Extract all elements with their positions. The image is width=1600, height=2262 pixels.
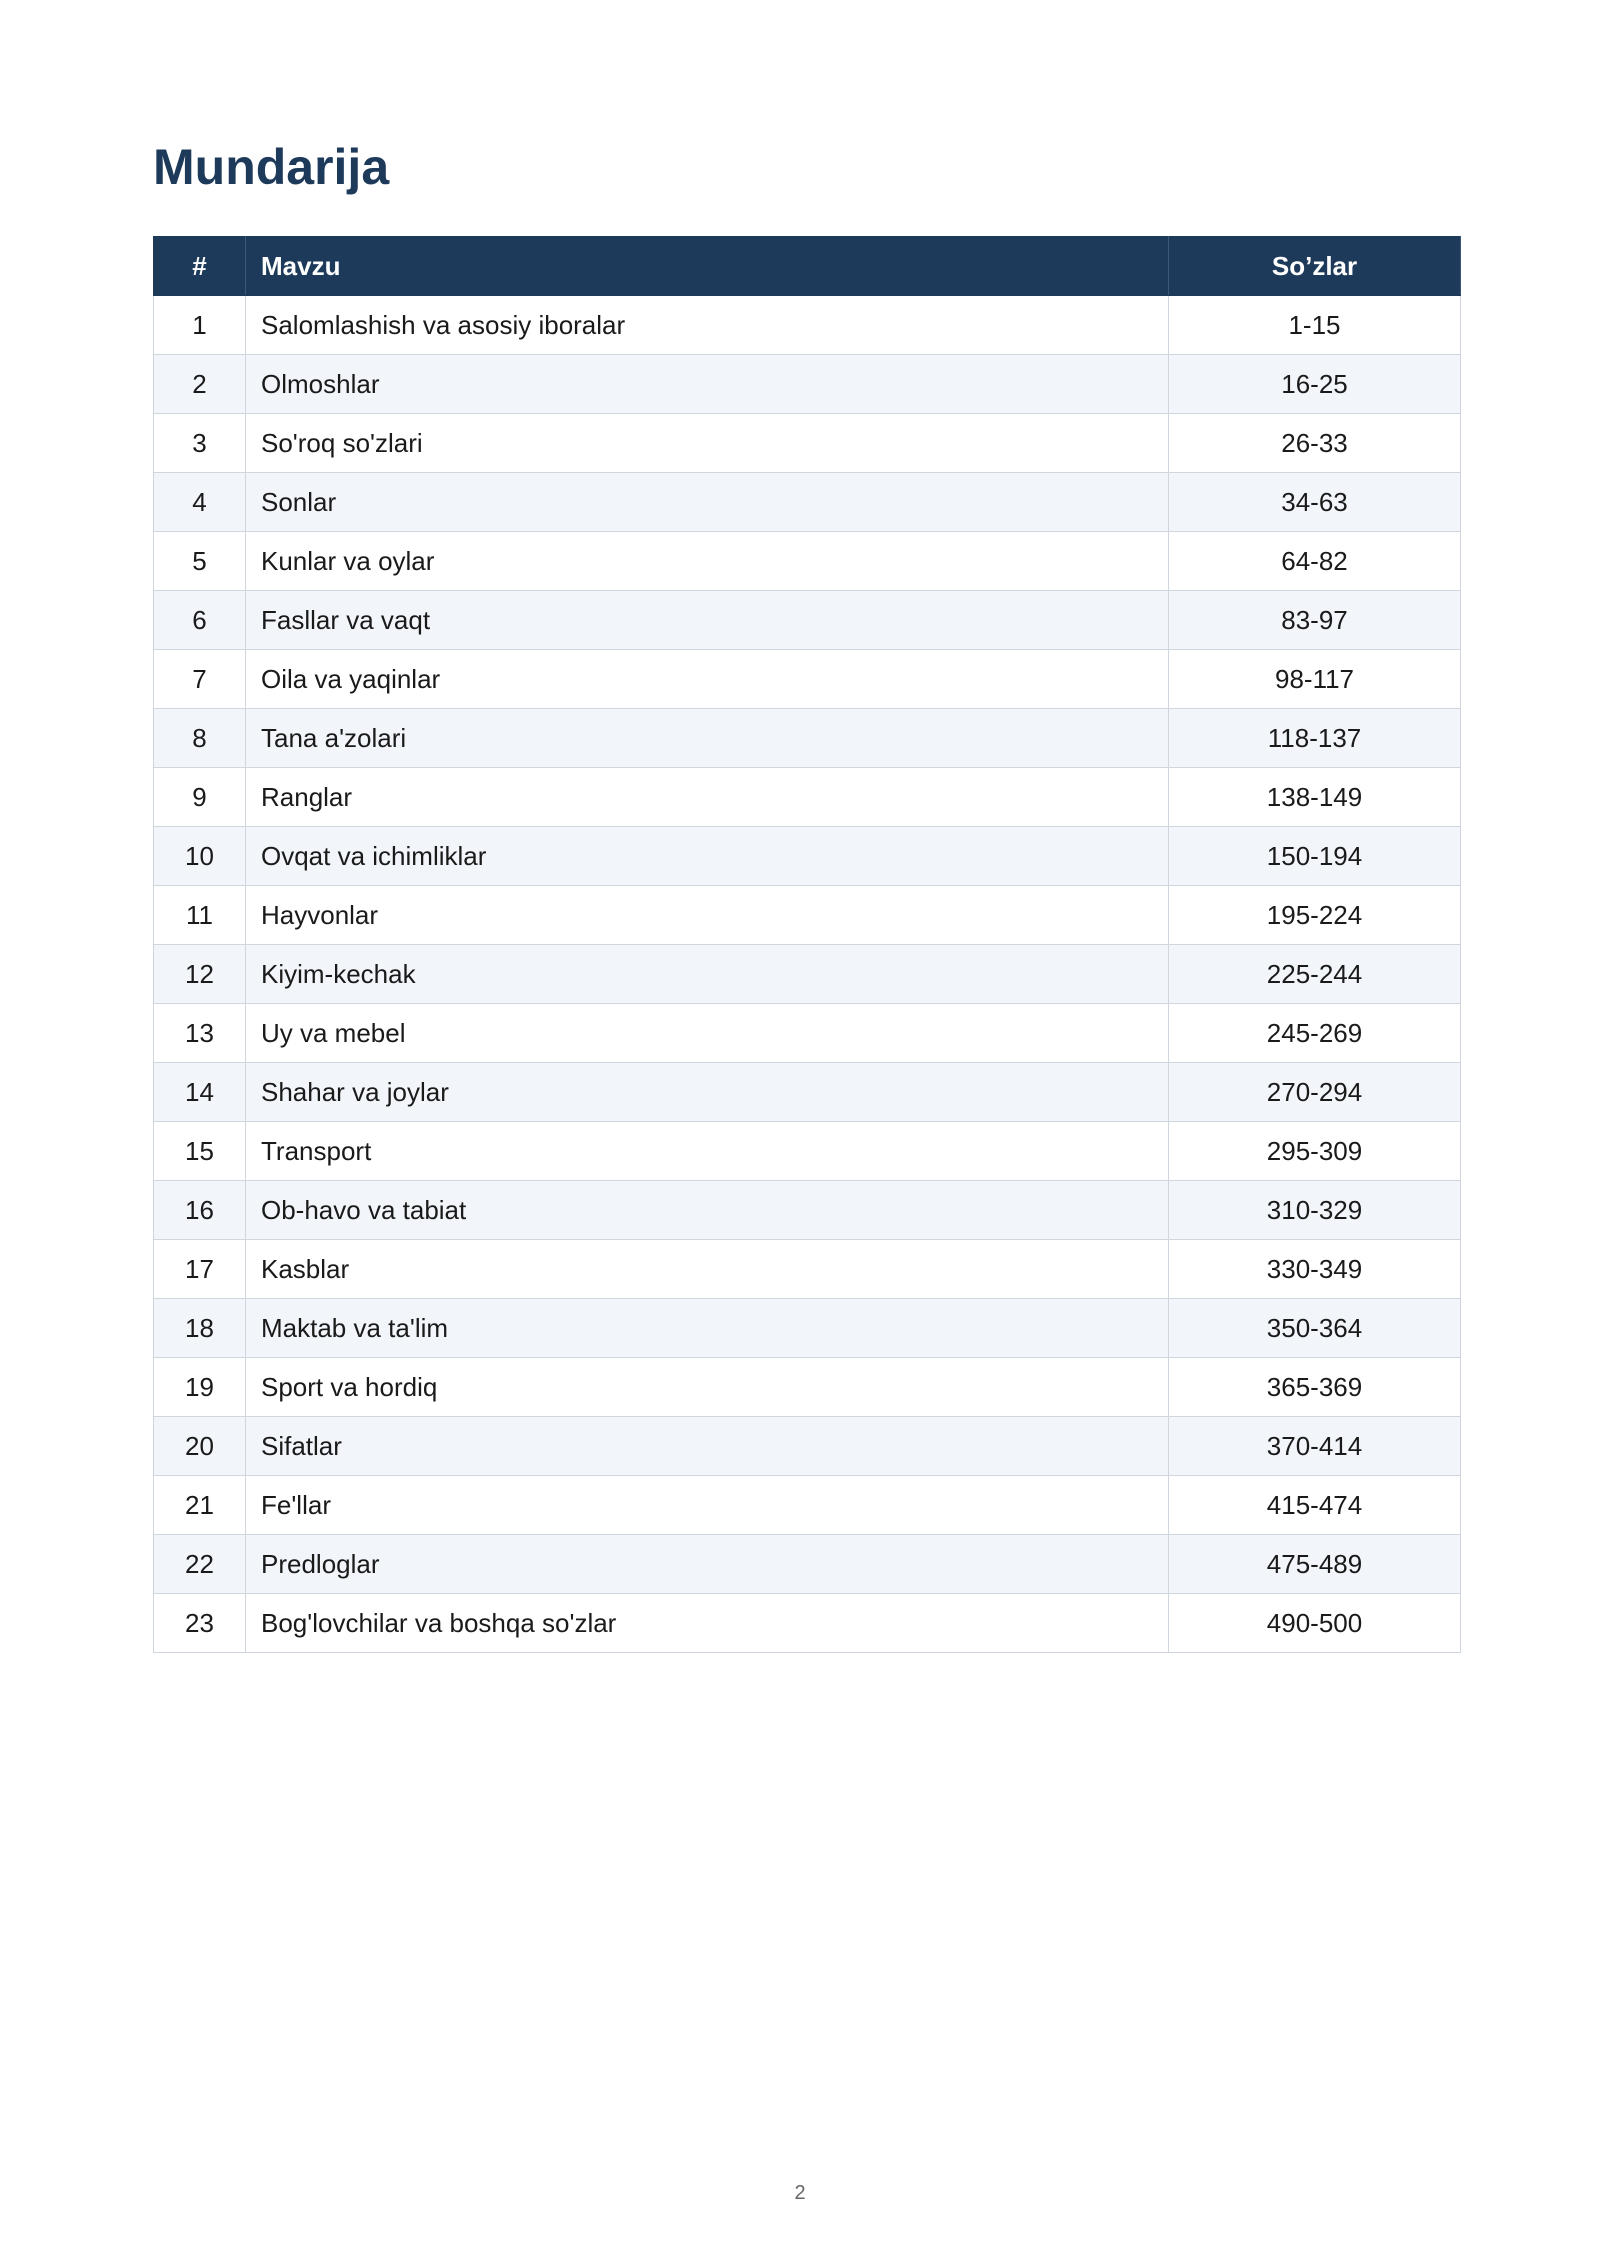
row-topic: Uy va mebel: [246, 1004, 1169, 1063]
table-row: [154, 650, 1461, 709]
row-num: 5: [154, 532, 246, 591]
row-words: 195-224: [1169, 886, 1461, 945]
row-topic: Oila va yaqinlar: [246, 650, 1169, 709]
row-num: 20: [154, 1417, 246, 1476]
row-topic: Fasllar va vaqt: [246, 591, 1169, 650]
row-num: 23: [154, 1594, 246, 1653]
row-topic: Salomlashish va asosiy iboralar: [246, 296, 1169, 355]
table-row: [154, 1417, 1461, 1476]
row-topic: Bog'lovchilar va boshqa so'zlar: [246, 1594, 1169, 1653]
table-row: [154, 532, 1461, 591]
toc-table-header: [154, 237, 1461, 296]
row-words: 225-244: [1169, 945, 1461, 1004]
row-topic: Ranglar: [246, 768, 1169, 827]
table-row: [154, 1181, 1461, 1240]
row-words: 64-82: [1169, 532, 1461, 591]
row-topic: Ovqat va ichimliklar: [246, 827, 1169, 886]
table-row: [154, 1122, 1461, 1181]
row-topic: Ob-havo va tabiat: [246, 1181, 1169, 1240]
row-num: 10: [154, 827, 246, 886]
row-num: 14: [154, 1063, 246, 1122]
row-topic: Sport va hordiq: [246, 1358, 1169, 1417]
row-topic: Fe'llar: [246, 1476, 1169, 1535]
header-words: So’zlar: [1169, 237, 1461, 296]
row-words: 370-414: [1169, 1417, 1461, 1476]
table-row: [154, 1476, 1461, 1535]
table-row: [154, 1240, 1461, 1299]
table-row: [154, 591, 1461, 650]
row-words: 270-294: [1169, 1063, 1461, 1122]
table-row: [154, 886, 1461, 945]
row-topic: Predloglar: [246, 1535, 1169, 1594]
header-topic: Mavzu: [246, 237, 1169, 296]
row-num: 3: [154, 414, 246, 473]
table-row: [154, 709, 1461, 768]
row-num: 21: [154, 1476, 246, 1535]
row-words: 34-63: [1169, 473, 1461, 532]
table-row: [154, 1535, 1461, 1594]
row-topic: Sifatlar: [246, 1417, 1169, 1476]
row-words: 26-33: [1169, 414, 1461, 473]
toc-table: [153, 236, 1461, 1653]
row-words: 330-349: [1169, 1240, 1461, 1299]
table-row: [154, 355, 1461, 414]
row-num: 16: [154, 1181, 246, 1240]
row-words: 310-329: [1169, 1181, 1461, 1240]
toc-table-body: [154, 296, 1461, 1653]
row-topic: Tana a'zolari: [246, 709, 1169, 768]
row-words: 16-25: [1169, 355, 1461, 414]
row-topic: Hayvonlar: [246, 886, 1169, 945]
table-row: [154, 1299, 1461, 1358]
table-row: [154, 414, 1461, 473]
row-words: 118-137: [1169, 709, 1461, 768]
row-words: 83-97: [1169, 591, 1461, 650]
row-words: 150-194: [1169, 827, 1461, 886]
row-num: 12: [154, 945, 246, 1004]
row-words: 245-269: [1169, 1004, 1461, 1063]
table-row: [154, 768, 1461, 827]
row-topic: Kiyim-kechak: [246, 945, 1169, 1004]
row-num: 11: [154, 886, 246, 945]
row-words: 295-309: [1169, 1122, 1461, 1181]
table-row: [154, 1063, 1461, 1122]
row-words: 365-369: [1169, 1358, 1461, 1417]
row-num: 9: [154, 768, 246, 827]
table-row: [154, 1004, 1461, 1063]
row-topic: Shahar va joylar: [246, 1063, 1169, 1122]
row-words: 1-15: [1169, 296, 1461, 355]
table-row: [154, 1358, 1461, 1417]
row-num: 17: [154, 1240, 246, 1299]
row-topic: Transport: [246, 1122, 1169, 1181]
row-num: 4: [154, 473, 246, 532]
header-num: #: [154, 237, 246, 296]
row-words: 490-500: [1169, 1594, 1461, 1653]
row-topic: Maktab va ta'lim: [246, 1299, 1169, 1358]
row-topic: Olmoshlar: [246, 355, 1169, 414]
row-words: 475-489: [1169, 1535, 1461, 1594]
page-number: 2: [794, 2182, 806, 2204]
row-num: 1: [154, 296, 246, 355]
row-num: 2: [154, 355, 246, 414]
table-row: [154, 473, 1461, 532]
row-num: 15: [154, 1122, 246, 1181]
row-num: 8: [154, 709, 246, 768]
row-words: 350-364: [1169, 1299, 1461, 1358]
row-topic: Kunlar va oylar: [246, 532, 1169, 591]
header-row: [154, 237, 1461, 296]
row-num: 19: [154, 1358, 246, 1417]
row-num: 18: [154, 1299, 246, 1358]
row-topic: So'roq so'zlari: [246, 414, 1169, 473]
table-row: [154, 945, 1461, 1004]
row-num: 13: [154, 1004, 246, 1063]
row-words: 98-117: [1169, 650, 1461, 709]
row-num: 6: [154, 591, 246, 650]
row-words: 415-474: [1169, 1476, 1461, 1535]
row-words: 138-149: [1169, 768, 1461, 827]
row-num: 22: [154, 1535, 246, 1594]
table-row: [154, 296, 1461, 355]
page-title: Mundarija: [153, 139, 390, 195]
table-row: [154, 827, 1461, 886]
row-topic: Kasblar: [246, 1240, 1169, 1299]
row-num: 7: [154, 650, 246, 709]
row-topic: Sonlar: [246, 473, 1169, 532]
table-row: [154, 1594, 1461, 1653]
